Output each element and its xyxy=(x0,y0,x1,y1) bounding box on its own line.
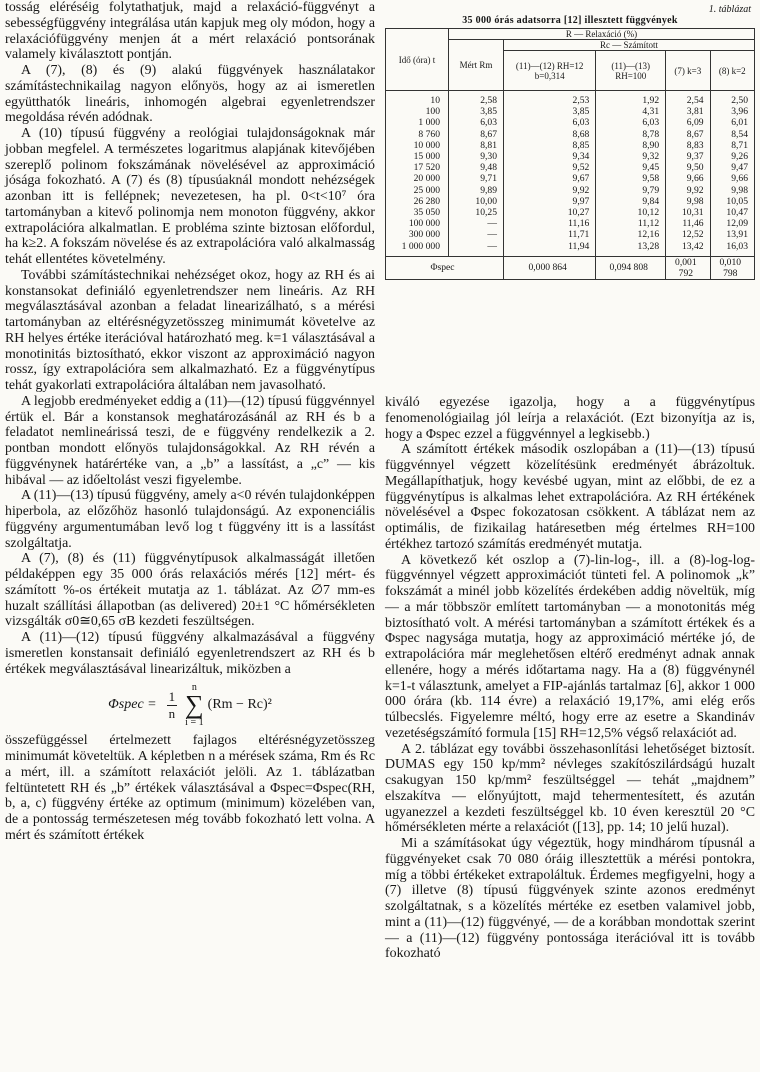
table-cell: 3,81 xyxy=(666,106,710,117)
right-column xyxy=(385,0,755,962)
table-row xyxy=(386,91,755,107)
formula-fraction xyxy=(167,689,178,722)
paragraph: A legjobb eredményeket eddig a (11)—(12) típusú függvénnyel értük el. Bár a konstansok meghatározásánál az RH és b a feladatot nemlineárissá teszi, de e függvény rendelkezik a 2. pontban mondott előnyös tulajdonságokkal. Az RH révén a függvénynek határértéke van, a „b” a lassítást, a „c” — kis hibával — az időeltolást veszi figyelembe. xyxy=(5,393,375,488)
table-cell: 10,12 xyxy=(596,207,666,218)
table-cell: 8 760 xyxy=(386,129,449,140)
formula-numerator: 1 xyxy=(168,689,176,704)
header-col-8: (8) k=2 xyxy=(710,51,754,91)
relaxation-table xyxy=(385,28,755,280)
table-cell: — xyxy=(449,241,504,257)
table-cell: 1 000 xyxy=(386,117,449,128)
table-cell: 9,66 xyxy=(666,173,710,184)
table-row xyxy=(386,117,755,128)
paragraph: A (7), (8) és (9) alakú függvények használatakor számítástechnikailag nagyon előnyös, hogy az ai ismeretlen együtthatók lineáris, inhomogén algebrai egyenletrendszer megoldása révén adódnak. xyxy=(5,63,375,126)
table-cell: 13,42 xyxy=(666,241,710,257)
table-cell: 11,12 xyxy=(596,218,666,229)
phi-spec-value: 0,010 798 xyxy=(710,256,754,279)
table-cell: 8,81 xyxy=(449,140,504,151)
table-cell: 2,54 xyxy=(666,91,710,107)
table-cell: 100 xyxy=(386,106,449,117)
table-cell: 100 000 xyxy=(386,218,449,229)
table-cell: 10,25 xyxy=(449,207,504,218)
header-col-11-13: (11)—(13) RH=100 xyxy=(596,51,666,91)
table-cell: 9,66 xyxy=(710,173,754,184)
table-cell: 9,98 xyxy=(666,196,710,207)
table-cell: 8,71 xyxy=(710,140,754,151)
table-cell: 8,90 xyxy=(596,140,666,151)
table-cell: 9,48 xyxy=(449,162,504,173)
table-row xyxy=(386,151,755,162)
table-cell: 9,37 xyxy=(666,151,710,162)
table-cell: 8,83 xyxy=(666,140,710,151)
table-row xyxy=(386,140,755,151)
table-cell: 9,84 xyxy=(596,196,666,207)
table-row xyxy=(386,162,755,173)
table-1 xyxy=(385,0,755,395)
table-cell: 10,27 xyxy=(504,207,596,218)
table-cell: 35 050 xyxy=(386,207,449,218)
table-title: 35 000 órás adatsorra [12] illesztett függvények xyxy=(462,15,678,26)
table-cell: 20 000 xyxy=(386,173,449,184)
table-cell: 8,78 xyxy=(596,129,666,140)
table-cell: 1,92 xyxy=(596,91,666,107)
header-time: Idő (óra) t xyxy=(386,29,449,91)
paragraph: A (11)—(12) típusú függvény alkalmazásával a függvény ismeretlen konstansait definiáló egyenletrendszert az RH és b értékek megválasztásával linearizáltuk, miközben a xyxy=(5,630,375,677)
sum-lower: i = 1 xyxy=(185,717,204,729)
table-cell: 9,97 xyxy=(504,196,596,207)
table-cell: 9,58 xyxy=(596,173,666,184)
table-cell: 16,03 xyxy=(710,241,754,257)
paragraph: összefüggéssel értelmezett fajlagos eltérésnégyzetösszeg minimumát követeltük. A képletben n a mérések száma, Rm és Rc a mért, ill. a számított relaxációt jelöli. Az 1. táblázatban feltüntetett RH és „b” értékek választásával a Φspec=Φspec(RH, b, a, c) függvény értéke az optimum (minimum) közelében van, de a pontosság természetesen még tovább fokozható lett volna. A mért és számított értékek xyxy=(5,733,375,843)
paragraph: tosság eléréséig folytathatjuk, majd a relaxáció-függvényt a sebességfüggvény integrálása után kapjuk meg oly módon, hogy a relaxációfüggvény menjen át a mért relaxáció pontsorának valamely kiválasztott pontján. xyxy=(5,0,375,63)
table-cell: 3,96 xyxy=(710,106,754,117)
table-cell: 9,47 xyxy=(710,162,754,173)
header-col-7: (7) k=3 xyxy=(666,51,710,91)
formula-lhs: Φspec = xyxy=(108,697,157,713)
table-cell: 2,50 xyxy=(710,91,754,107)
sum-upper: n xyxy=(191,682,197,694)
table-row xyxy=(386,129,755,140)
table-cell: 15 000 xyxy=(386,151,449,162)
table-cell: 25 000 xyxy=(386,185,449,196)
table-row xyxy=(386,218,755,229)
table-cell: 6,03 xyxy=(449,117,504,128)
table-row xyxy=(386,241,755,257)
table-cell: 1 000 000 xyxy=(386,241,449,257)
table-cell: 9,89 xyxy=(449,185,504,196)
table-cell: 9,98 xyxy=(710,185,754,196)
paragraph: További számítástechnikai nehézséget okoz, hogy az RH és ai konstansokat definiáló egyenletrendszer nem lineáris. Az RH megválasztásával azonban a feladat linearizálható, s a mérési tartományban az eltérésnégyzetösszeg minimumát követelve az RH helyes értéke iterációval határozható meg. k=1 választásával a monotinitás biztosítható, ekkor viszont az approximáció nagyon rossz, így extrapolációra sem alkalmazható. Ez a függvénytípus tehát gyakorlati extrapolációra általában nem javasolható. xyxy=(5,267,375,393)
table-cell: 2,53 xyxy=(504,91,596,107)
table-cell: 13,91 xyxy=(710,229,754,240)
phi-spec-value: 0,000 864 xyxy=(504,256,596,279)
table-cell: 9,50 xyxy=(666,162,710,173)
formula-denominator: n xyxy=(168,705,176,721)
table-row-phi-spec xyxy=(386,256,755,279)
paragraph: A 2. táblázat egy további összehasonlítási lehetőséget biztosít. DUMAS egy 150 kp/mm² névleges szakítószilárdságú huzalt csakugyan 150 kp/mm² feszültséggel — tehát „majdnem” elszakítva — előnyújtott, majd tehermentesített, és azután ugyanezzel a kezdeti feszültséggel kb. 10 éven keresztül 20 °C hőmérsékleten mérte a relaxációt ([13], pp. 14; 10 jelű huzal). xyxy=(385,741,755,836)
table-cell: 300 000 xyxy=(386,229,449,240)
table-cell: — xyxy=(449,229,504,240)
table-cell: 3,85 xyxy=(504,106,596,117)
table-cell: 4,31 xyxy=(596,106,666,117)
table-cell: 9,30 xyxy=(449,151,504,162)
table-cell: 9,92 xyxy=(666,185,710,196)
table-cell: 26 280 xyxy=(386,196,449,207)
header-computed: Rc — Számított xyxy=(504,40,755,51)
table-cell: 13,28 xyxy=(596,241,666,257)
sum-symbol: n ∑ i = 1 xyxy=(185,682,204,729)
paragraph: Mi a számításokat úgy végeztük, hogy mindhárom típusnál a függvényeket csak 70 080 óráig illesztettük a mérési pontokra, míg a többi értékeket extrapoláltuk. Érdemes megfigyelni, hogy a (7) illetve (8) típusú függvények szinte azonos eredményt szolgáltatnak, s a közelítés mértéke ez esetben valamivel jobb, mint a (11)—(12) függvényé, — de a korábban mondottak szerint — a (11)—(12) függvény pontossága iterációval itt is tovább fokozható xyxy=(385,836,755,962)
table-cell: 12,16 xyxy=(596,229,666,240)
table-cell: 9,71 xyxy=(449,173,504,184)
table-cell: 8,85 xyxy=(504,140,596,151)
table-cell: 10,31 xyxy=(666,207,710,218)
phi-spec-value: 0,001 792 xyxy=(666,256,710,279)
table-cell: 6,03 xyxy=(504,117,596,128)
table-cell: 2,58 xyxy=(449,91,504,107)
table-cell: 17 520 xyxy=(386,162,449,173)
table-cell: 12,52 xyxy=(666,229,710,240)
table-cell: 6,01 xyxy=(710,117,754,128)
table-cell: 12,09 xyxy=(710,218,754,229)
table-row xyxy=(386,207,755,218)
table-row xyxy=(386,173,755,184)
table-cell: 11,71 xyxy=(504,229,596,240)
table-cell: 8,54 xyxy=(710,129,754,140)
left-column xyxy=(5,0,375,844)
phi-spec-formula xyxy=(5,677,375,733)
paragraph: kiváló egyezése igazolja, hogy a a függvénytípus fenomenológiailag jól leírja a relaxációt. (Ezt bizonyítja az is, hogy a Φspec ezzel a függvénnyel a legkisebb.) xyxy=(385,395,755,442)
table-cell: 6,09 xyxy=(666,117,710,128)
table-cell: 9,92 xyxy=(504,185,596,196)
header-relaxation: R — Relaxáció (%) xyxy=(449,29,755,40)
table-cell: 9,32 xyxy=(596,151,666,162)
table-cell: 11,46 xyxy=(666,218,710,229)
table-cell: 10,05 xyxy=(710,196,754,207)
paragraph: A (11)—(13) típusú függvény, amely a<0 révén tulajdonképpen hiperbola, az előzőhöz hasonló tulajdonságú. Az exponenciális függvény argumentumában levő log t függvény itt is a lassítást szolgáltatja. xyxy=(5,488,375,551)
table-cell: — xyxy=(449,218,504,229)
table-cell: 9,79 xyxy=(596,185,666,196)
header-col-11-12: (11)—(12) RH=12 b=0,314 xyxy=(504,51,596,91)
table-cell: 10 xyxy=(386,91,449,107)
table-cell: 9,52 xyxy=(504,162,596,173)
table-cell: 10,00 xyxy=(449,196,504,207)
table-cell: 8,68 xyxy=(504,129,596,140)
table-cell: 11,16 xyxy=(504,218,596,229)
paragraph: A (10) típusú függvény a reológiai tulajdonságoknak már jobban megfelel. A természetes logaritmus alapjának kitevőjében szereplő polinom fokszámának növelésével az approximáció jósága fokozható. A (7) és (8) típusúaknál mondott nehézségek azonban itt is fellépnek; nevezetesen, ha pl. 0<t<10⁷ óra tartományban a kitevő polinomja nem monoton függvény, akkor extrapolációra alkalmatlan. E probléma szinte biztosan előfordul, ha k≥2. A fokszám növelése és az extrapolációra való alkalmasság tehát ellentétes követelmény. xyxy=(5,126,375,267)
table-body xyxy=(386,91,755,280)
table-row xyxy=(386,229,755,240)
table-cell: 10 000 xyxy=(386,140,449,151)
table-cell: 8,67 xyxy=(666,129,710,140)
formula-body: (Rm − Rc)² xyxy=(207,697,272,713)
table-number: 1. táblázat xyxy=(708,4,751,15)
table-row xyxy=(386,185,755,196)
phi-spec-value: 0,094 808 xyxy=(596,256,666,279)
table-cell: 6,03 xyxy=(596,117,666,128)
table-row xyxy=(386,196,755,207)
table-cell: 9,45 xyxy=(596,162,666,173)
paragraph: A (7), (8) és (11) függvénytípusok alkalmasságát illetően példaképpen egy 35 000 órás relaxációs mérés [12] mért- és számított %-os értékeit mutatja az 1. táblázat. Az ∅7 mm-es huzalt szállítási állapotban (as delivered) 20±1 °C hőmérsékleten vizsgálták σ0≅0,65 σB kezdeti feszültségen. xyxy=(5,551,375,630)
table-row xyxy=(386,106,755,117)
paragraph: A következő két oszlop a (7)-lin-log-, ill. a (8)-log-log-függvénnyel végzett approximációt tünteti fel. A polinomok „k” fokszámát a minél jobb közelítés érdekében addig növeltük, míg — a már többször említett tartományban — a monotonitás még biztosítható volt. A mérési tartományban a számított értékek és a Φspec nagysága mutatja, hogy az approximáció mértéke jó, de extrapolációra már meglehetősen eltérő eredményt adnak annak ellenére, hogy a mérés időtartama nagy. Ha a (8) függvénynél k=1-t választunk, amelyet a FIP-ajánlás tartalmaz [6], akkor 1 000 000 órára (kb. 114 évre) a relaxáció 19,17%, ami elég erős túlbecslés. Figyelemre méltó, hogy erre az esetre a Skandináv vezetéségszámító formula [15] RH=12,5% végső relaxációt ad. xyxy=(385,552,755,741)
table-cell: 3,85 xyxy=(449,106,504,117)
table-cell: 8,67 xyxy=(449,129,504,140)
header-measured: Mért Rm xyxy=(449,40,504,91)
table-cell: 9,26 xyxy=(710,151,754,162)
table-cell: 9,67 xyxy=(504,173,596,184)
table-cell: 11,94 xyxy=(504,241,596,257)
paragraph: A számított értékek második oszlopában a (11)—(13) típusú függvénnyel végzett közelítésünk eredményét ábrázoltuk. Megállapíthatjuk, hogy kevésbé ugyan, mint az előbbi, de ez a függvénytípus is alkalmas lehet extrapolációra. Az RH értékének növelésével a Φspec fokozatosan csökkent. A táblázat nem az optimális, de fizikailag határesetben még értelmes RH=100 értékhez tartozó számítás eredményét mutatja. xyxy=(385,442,755,552)
table-cell: 9,34 xyxy=(504,151,596,162)
phi-spec-label: Φspec xyxy=(386,256,504,279)
table-cell: 10,47 xyxy=(710,207,754,218)
